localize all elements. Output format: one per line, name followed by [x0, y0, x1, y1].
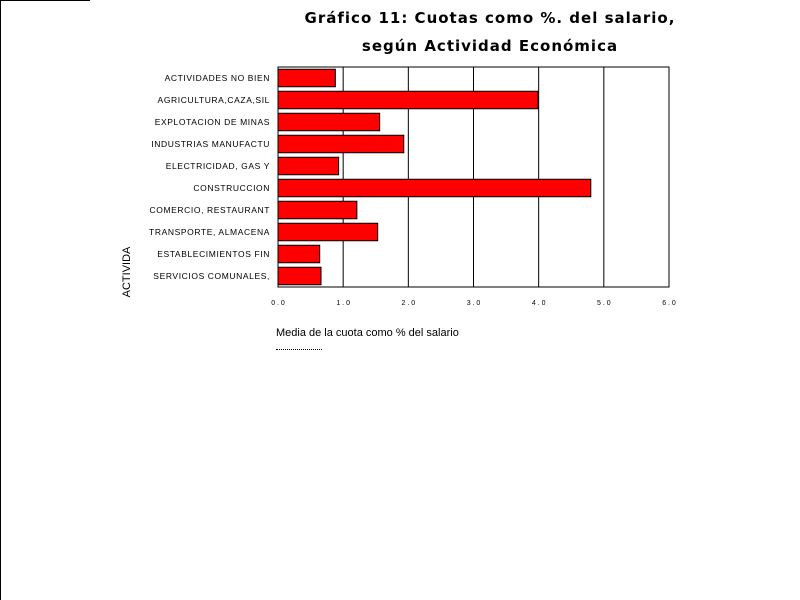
bar [278, 267, 321, 285]
bar [278, 157, 339, 175]
x-tick-label: 3 . 0 [466, 300, 481, 307]
bar [278, 245, 320, 263]
x-tick-label: 6 . 0 [662, 300, 676, 307]
chart-subtitle: según Actividad Económica [361, 37, 619, 55]
x-tick-label: 4 . 0 [531, 300, 546, 307]
category-label: INDUSTRIAS MANUFACTU [151, 139, 270, 149]
x-tick-label: 2 . 0 [401, 300, 416, 307]
bar [278, 69, 335, 87]
category-label: ELECTRICIDAD, GAS Y [165, 161, 270, 171]
x-tick-label: 5 . 0 [597, 300, 611, 307]
bar [278, 91, 538, 109]
category-label: ACTIVIDADES NO BIEN [164, 73, 270, 83]
category-label: COMERCIO, RESTAURANT [149, 205, 270, 215]
x-axis-title: Media de la cuota como % del salario [276, 327, 459, 339]
category-label: SERVICIOS COMUNALES, [153, 271, 270, 281]
x-tick-labels [271, 300, 676, 307]
bars [278, 69, 591, 285]
category-label: ESTABLECIMIENTOS FIN [157, 249, 270, 259]
category-label: AGRICULTURA,CAZA,SIL [157, 95, 270, 105]
bar [278, 135, 404, 153]
category-labels [149, 73, 270, 281]
x-tick-label: 1 . 0 [336, 300, 350, 307]
bar [278, 113, 380, 131]
y-axis-title: ACTIVIDA [121, 246, 133, 298]
category-label: EXPLOTACION DE MINAS [154, 117, 270, 127]
category-label: TRANSPORTE, ALMACENA [149, 227, 270, 237]
chart-title: Gráfico 11: Cuotas como %. del salario, [304, 9, 676, 27]
bar [278, 179, 591, 197]
bar [278, 223, 378, 241]
footnote-mark [276, 349, 322, 352]
x-tick-label: 0 . 0 [271, 300, 285, 307]
category-label: CONSTRUCCION [193, 183, 270, 193]
bar [278, 201, 357, 219]
